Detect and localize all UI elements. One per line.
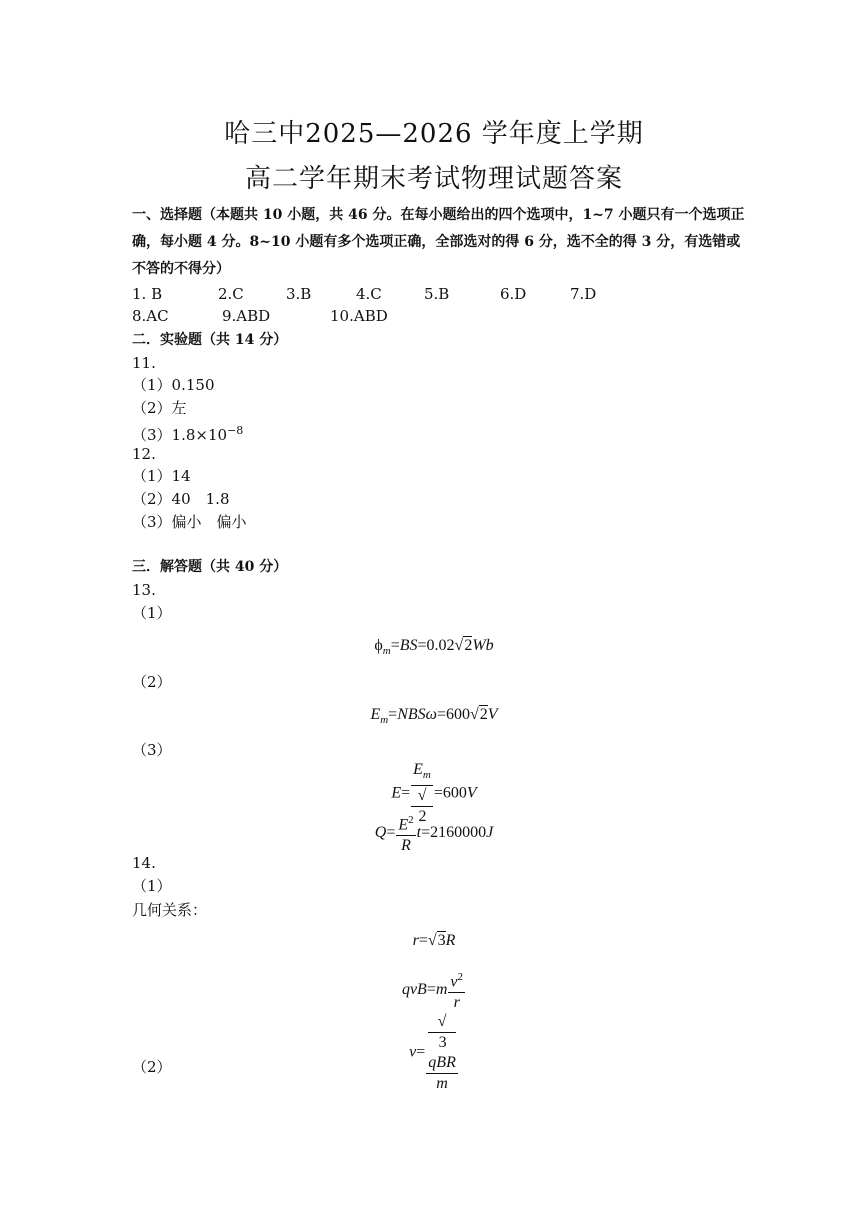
section1-heading: 一、选择题（本题共 10 小题，共 46 分。在每小题给出的四个选项中，1~7 小题只有一个选项正确，每小题 4 分。8~10 小题有多个选项正确，全部选对的得 6 分，选不全的得 3 分，有选错或不答的不得分） <box>132 207 745 277</box>
answer-item: 6.D <box>500 285 527 303</box>
equation-heat: Q= $\frac{E^2}{R}$ t=2160000J <box>0 810 868 856</box>
q12-label: 12. <box>132 445 156 463</box>
answer-item: 9.ABD <box>222 307 271 325</box>
q12-part3: （3）偏小 偏小 <box>132 513 247 531</box>
q11-part3-exponent: −8 <box>227 424 244 437</box>
q11-part1: （1）0.150 <box>132 376 215 394</box>
geometry-label: 几何关系： <box>132 901 208 919</box>
section2-heading: 二．实验题（共 14 分） <box>132 332 288 348</box>
page-subtitle: 高二学年期末考试物理试题答案 <box>244 164 623 194</box>
q13-part1-label: （1） <box>132 604 172 622</box>
section3-heading: 三．解答题（共 40 分） <box>132 559 288 575</box>
answer-item: 4.C <box>356 285 382 303</box>
q12-part2: （2）40 1.8 <box>132 490 230 508</box>
answer-item: 10.ABD <box>330 307 388 325</box>
q13-label: 13. <box>132 581 156 599</box>
equation-flux: $\phi_m=BS=0.02√2Wb$ <box>374 637 494 658</box>
q11-part3-base: （3）1.8×10 <box>132 426 228 444</box>
answer-item: 1. B <box>132 285 163 303</box>
answer-item: 2.C <box>218 285 244 303</box>
answer-item: 8.AC <box>132 307 169 325</box>
page-title: 哈三中2025—2026 学年度上学期 <box>224 119 644 149</box>
q11-part2: （2）左 <box>132 399 187 417</box>
q14-label: 14. <box>132 854 156 872</box>
q13-part3-label: （3） <box>132 741 172 759</box>
q11-part3 <box>132 421 243 445</box>
equation-emf-max: $E_m=NBS\omega=600√2V$ <box>370 706 498 727</box>
q12-part1: （1）14 <box>132 467 191 485</box>
answer-item: 5.B <box>424 285 450 303</box>
q11-label: 11. <box>132 354 156 372</box>
equation-emf-rms: E= $E_m$ √ 2 =600V <box>391 761 477 826</box>
q14-part2-label: （2） <box>132 1058 172 1076</box>
q14-part1-label: （1） <box>132 877 172 895</box>
equation-lorentz: qvB=m $\frac{v^2}{r}$ <box>0 967 868 1013</box>
answer-item: 3.B <box>286 285 312 303</box>
equation-velocity: v= √ 3 qBR m <box>409 1013 456 1092</box>
q13-part2-label: （2） <box>132 673 172 691</box>
equation-radius: r=√3R <box>412 932 456 949</box>
answer-item: 7.D <box>570 285 597 303</box>
